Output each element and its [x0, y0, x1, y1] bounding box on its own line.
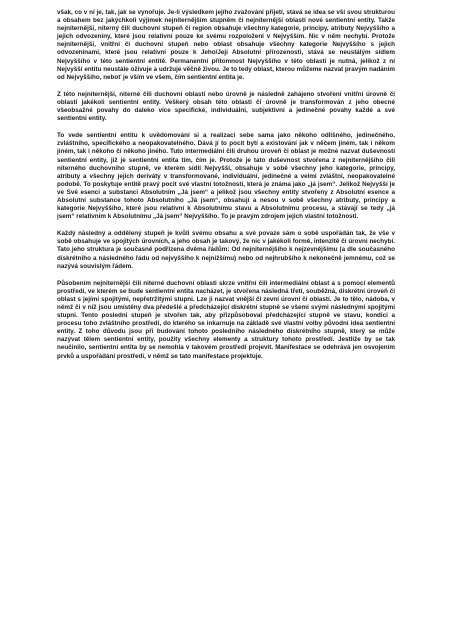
paragraph-1: však, co v ní je, tak, jak se vynořuje. Je-li výsledkem jejího zvažování přijetí, stává se idea se vší svou strukturou a obsahem bez jakýchkoli výjimek nejniternějším stupněm či nejniternější oblastí nové sentientní entity. Takže nejniternější, niterný čili duchovní stupeň či region obsahuje všechny kategorie, principy, atributy Nejvyššího a jejich odvozeniny, které jsou relativní pouze ke svému rozpoložení v Nejvyšším. Nic v něm nechybí. Protože nejniternější, vnitřní či duchovní stupeň nebo oblast obsahuje všechny kategorie Nejvyššího s jejich odvozeninami, které jsou relativní pouze k Jeho/Její Absolutní přirozenosti, stává se neustálým sídlem Nejvyššího v této sentientní entitě. Permanentní přítomnost Nejvyššího v této oblasti je nutná, jelikož z ní Nejvyšší entitu neustále oživuje a udržuje věčně živou. Je to tedy oblast, kterou můžeme nazvat pravým nadáním od Nejvyššího, neboť je vším ve všem, čím sentientní entita je. — [57, 9, 395, 81]
document-page — [57, 9, 395, 370]
paragraph-3: To vede sentientní entitu k uvědomování si a realizaci sebe sama jako někoho odlišného, jedinečného, zvláštního, specifického a neopakovatelného. Dává jí to pocit bytí a existování jak v něčem jiném, tak i někom jiném, tak i někoho či někoho jiného. Tuto intermediální čili druhou úroveň či oblast je možné nazvat duševností sentientní entity, již je sentientní entita tím, čím je. Protože je tato duševnost stvořena z nejniternějšího čili niterného duchovního stupně, ve kterém sídlí Nejvyšší, obsahuje v sobě všechny jeho kategorie, principy, atributy a všechny jejich deriváty v transformované, individuální, jedinečné a velmi zvláštní, neopakovatelné podobě. To poskytuje entitě pravý pocit své vlastní totožnosti, která je známa jako „já jsem“. Jelikož Nejvyšší je ve Své esenci a substanci Absolutním „Já jsem“ a jelikož jsou všechny entity stvořeny z Absolutní esence a Absolutní substance tohoto Absolutního „Já jsem“, obsahují a nesou v sobě všechny atributy, principy a kategorie Nejvyššího, které jsou relativní k Absolutnímu stavu a Absolutnímu procesu, a stávají se tedy „já jsem“ relativním k Absolutnímu „Já jsem“ Nejvyššího. To je pravým zdrojem jejich vlastní totožnosti. — [57, 132, 395, 221]
paragraph-5: Působením nejniternější čili niterné duchovní oblasti skrze vnitřní čili intermediální oblast a s pomocí elementů prostředí, ve kterém se bude sentientní entita nacházet, je stvořena následná třetí, souběžná, diskrétní úroveň či oblast s jejími spojitými, nepřetržitými stupni. Lze ji nazvat vnější či zevní úrovní či oblastí. Je to tělo, nádoba, v němž či v níž jsou umístěny dva předešlé a předcházející diskrétní stupně se všemi svými následnými spojitými stupni. Tento poslední stupeň je stvořen tak, aby přizpůsoboval předcházející stupně ve stavu, kondici a procesu toho zvláštního prostředí, do kterého se inkarnuje na základě své vlastní volby původní idea sentientní entity. Z toho důvodu jsou při budování tohoto posledního následného diskrétního stupně, který se může nazývat tělem sentientní entity, použity všechny elementy a struktury tohoto prostředí. Jestliže by se tak neučinilo, sentientní entita by se nemohla v takovém prostředí projevit. Manifestace se odehrává jen osvojením prvků a uspořádání prostředí, v němž se tato manifestace projektuje. — [57, 279, 395, 360]
paragraph-4: Každý následný a oddělený stupeň je kvůli svému obsahu a své povaze sám o sobě uspořádán tak, že vše v sobě obsahuje ve spojitých úrovních, a jeho obsah je takový, že nic v jakékoli formě, intenzitě či úrovni nechybí. Tato jeho struktura je současně podřízena dvěma řádům: Od nejniternějšího k nejzevnějšímu (a dle současného diskrétního a následného řádu od nejvyššího k nejnižšímu) nebo od nejhrubšího k nekonečně jemnému, což se nazývá souvislým řádem. — [57, 230, 395, 270]
paragraph-2: Z této nejniternější, niterné čili duchovní oblasti nebo úrovně je následně zahájeno stvoření vnitřní úrovně či oblasti jakékoli sentientní entity. Veškerý obsah této oblasti či úrovně je transformován z jeho obecné všeobsažné povahy do daleko více specifické, individuální, subjektivní a jedinečné povahy každé a své sentientní entity. — [57, 90, 395, 123]
